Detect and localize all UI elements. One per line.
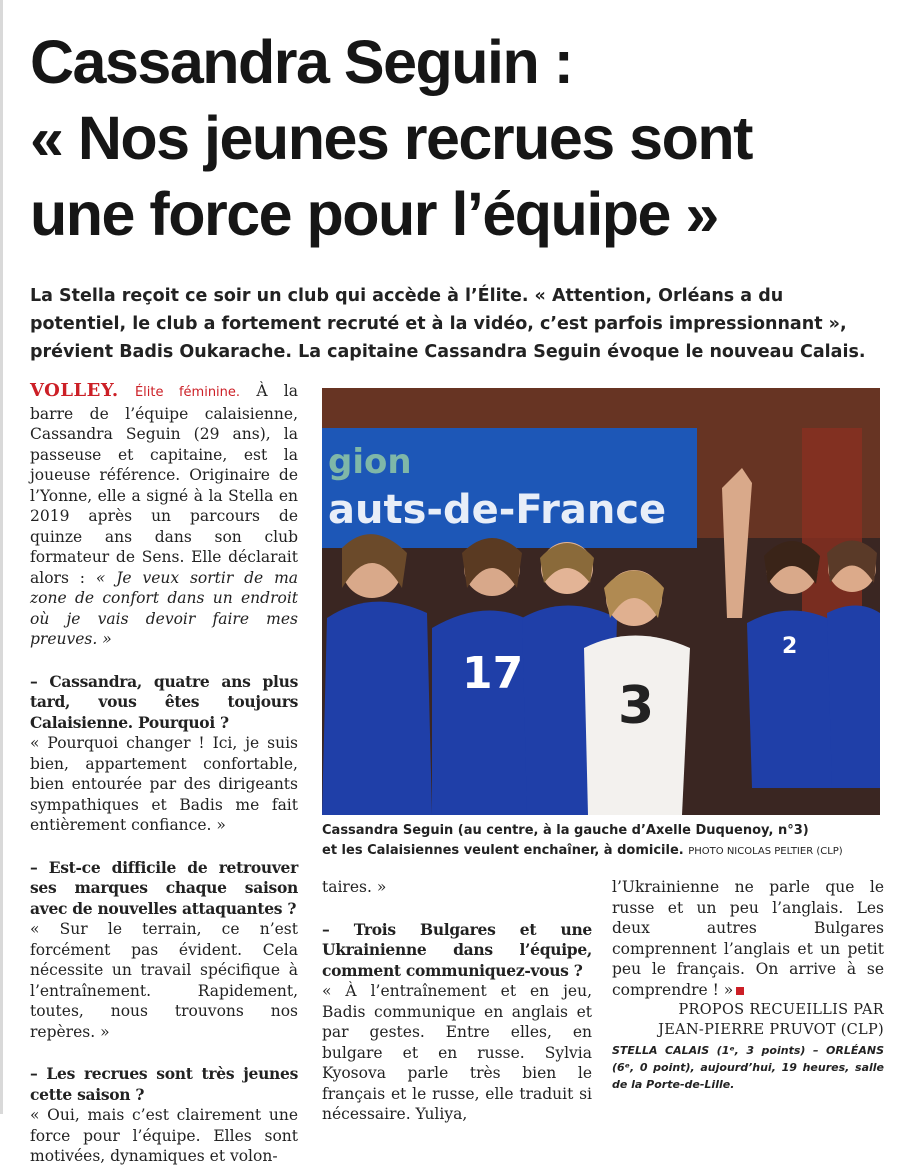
answer-4-end: l’Ukrainienne ne parle que le russe et un peu l’anglais. Les deux autres Bulgares comprennent l’anglais et un petit peu le français. On arrive à se comprendre ! »: [612, 878, 884, 999]
lead-paragraph: [30, 282, 890, 366]
headline: [30, 24, 900, 252]
lead-line: potentiel, le club a fortement recruté et à la vidéo, c’est parfois impressionnant »,: [30, 314, 847, 334]
banner-line-2: auts-de-France: [328, 487, 667, 533]
section-subkicker: Élite féminine.: [134, 385, 241, 400]
banner-line-1: gion: [328, 442, 412, 482]
team-photo-illustration: [322, 388, 880, 815]
question-4: – Trois Bulgares et une Ukrainienne dans l’équipe, comment communiquez-vous ?: [322, 919, 592, 980]
article-column-3: [612, 877, 884, 1093]
caption-text: et les Calaisiennes veulent enchaîner, à domicile.: [322, 843, 684, 858]
answer-2: « Sur le terrain, ce n’est forcément pas évident. Cela nécessite un travail spécifique à l’entraînement. Rapidement, toutes, nous trouvons nos repères. »: [30, 920, 298, 1041]
photo-caption: [322, 821, 892, 862]
match-info: STELLA CALAIS (1ᵉ, 3 points) – ORLÉANS (6ᵉ, 0 point), aujourd’hui, 19 heures, salle de la Porte-de-Lille.: [612, 1044, 884, 1091]
author-credit: [612, 1000, 884, 1040]
answer-3-continued: taires. »: [322, 878, 387, 896]
jersey-number: 17: [462, 648, 524, 699]
intro-quote: « Je veux sortir de ma zone de confort dans un endroit où je vais devoir faire mes preuves. »: [30, 568, 299, 648]
end-square-icon: [736, 987, 744, 995]
headline-line: « Nos jeunes recrues sont: [30, 104, 752, 172]
headline-line: Cassandra Seguin :: [30, 28, 573, 96]
lead-line: prévient Badis Oukarache. La capitaine Cassandra Seguin évoque le nouveau Calais.: [30, 342, 866, 362]
team-photo: [322, 388, 880, 815]
intro-text: À la barre de l’équipe calaisienne, Cassandra Seguin (29 ans), la passeuse et capitaine, est la joueuse référence. Originaire de l’Yonne, elle a signé à la Stella en 2019 après un parcours de quinze ans dans son club formateur de Sens. Elle déclarait alors :: [30, 382, 298, 587]
photo-credit: PHOTO NICOLAS PELTIER (CLP): [688, 846, 843, 857]
answer-4-continued: [612, 877, 884, 1000]
answer-4: « À l’entraînement et en jeu, Badis communique en anglais et par gestes. Entre elles, en bulgare et en russe. Sylvia Kyosova parle très bien le français et le russe, elle traduit si nécessaire. Yuliya,: [322, 982, 592, 1123]
article-column-2: [322, 877, 592, 1125]
caption-line-1: Cassandra Seguin (au centre, à la gauche d’Axelle Duquenoy, n°3): [322, 823, 809, 838]
question-1: – Cassandra, quatre ans plus tard, vous êtes toujours Calaisienne. Pourquoi ?: [30, 671, 298, 732]
intro-paragraph: [30, 381, 298, 650]
jersey-number: 3: [618, 676, 655, 736]
article-column-1: [30, 381, 298, 1167]
question-3: – Les recrues sont très jeunes cette saison ?: [30, 1064, 298, 1104]
lead-line: La Stella reçoit ce soir un club qui accède à l’Élite. « Attention, Orléans a du: [30, 286, 784, 306]
question-2: – Est-ce difficile de retrouver ses marques chaque saison avec de nouvelles attaquantes ?: [30, 857, 298, 918]
jersey-number: 2: [782, 634, 798, 659]
player-far-right: [827, 541, 880, 789]
headline-line: une force pour l’équipe »: [30, 180, 718, 248]
caption-line-2: [322, 841, 892, 862]
answer-3: « Oui, mais c’est clairement une force pour l’équipe. Elles sont motivées, dynamiques et volon-: [30, 1106, 298, 1165]
section-kicker: VOLLEY.: [30, 380, 119, 401]
credit-line-2: JEAN-PIERRE PRUVOT (CLP): [658, 1022, 884, 1038]
page-edge: [0, 0, 3, 1114]
answer-1: « Pourquoi changer ! Ici, je suis bien, appartement confortable, bien entourée par des dirigeants sympathiques et Badis me fait entièrement confiance. »: [30, 734, 298, 834]
credit-line-1: PROPOS RECUEILLIS PAR: [678, 1002, 884, 1018]
